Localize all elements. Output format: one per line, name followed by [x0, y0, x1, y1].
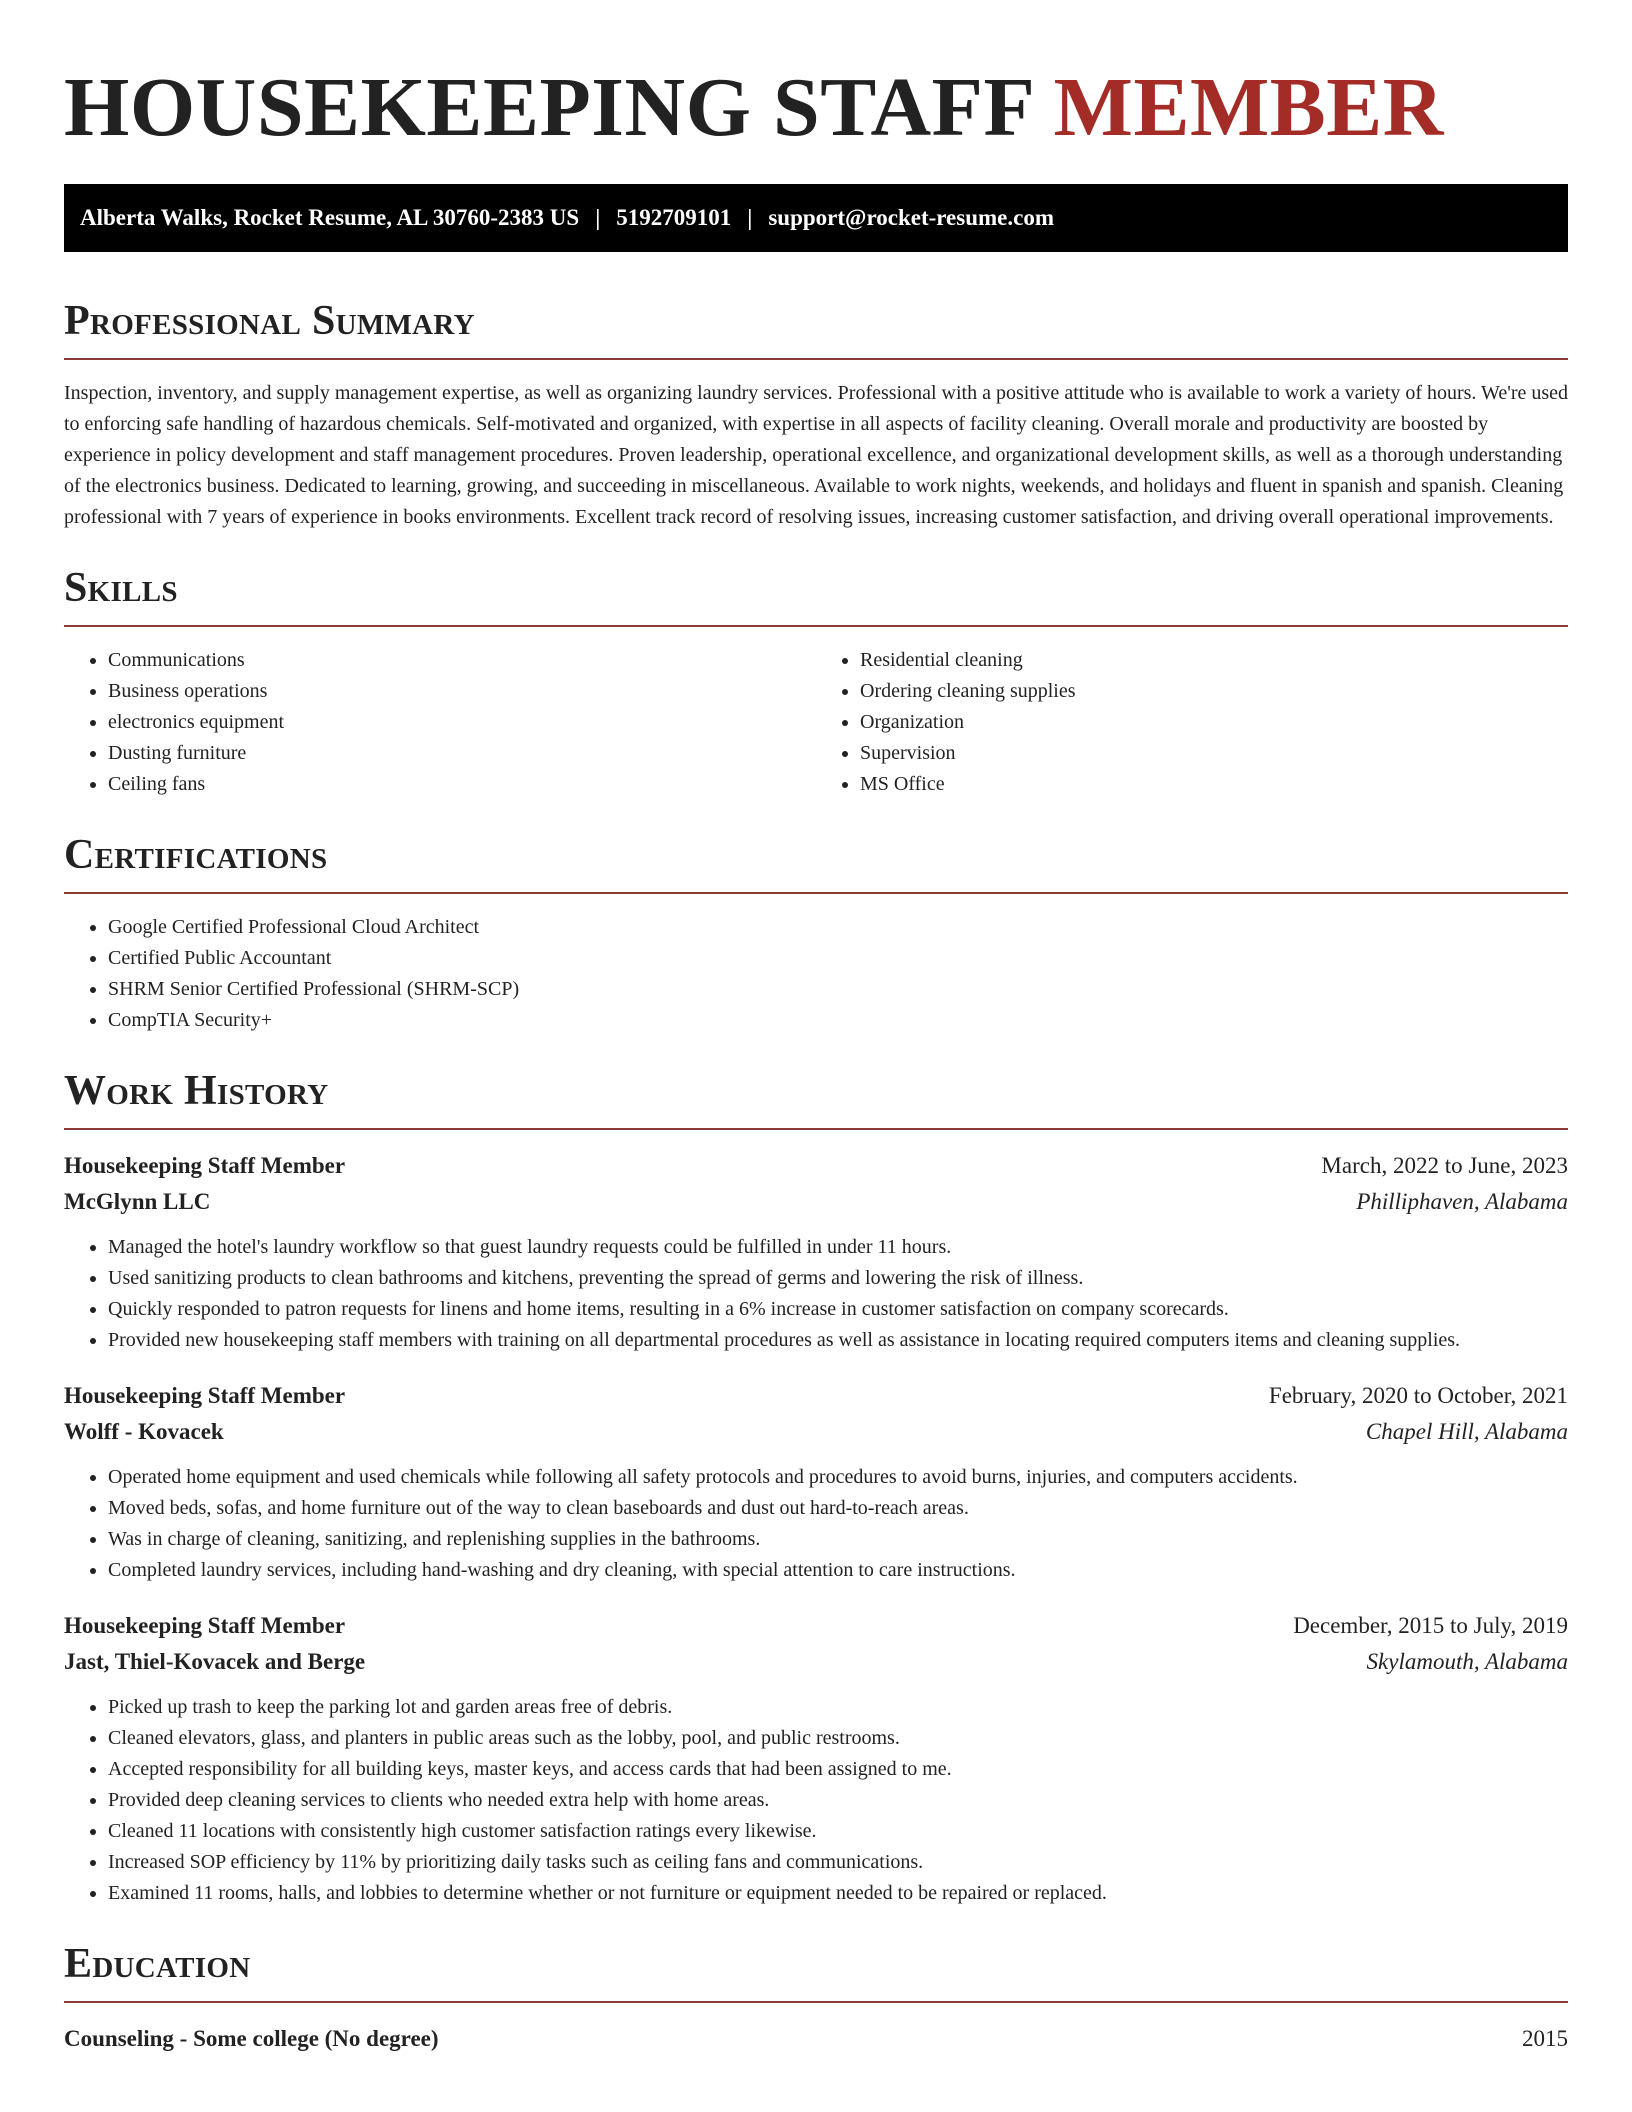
job-company-row	[64, 1184, 1568, 1220]
job-entry	[64, 1148, 1568, 1356]
section-divider	[64, 1128, 1568, 1130]
job-duties-list	[64, 1232, 1568, 1356]
section-heading: Skills	[64, 565, 178, 611]
certification-item: • Google Certified Professional Cloud Architect	[108, 912, 1568, 943]
job-duty-item: • Used sanitizing products to clean bathrooms and kitchens, preventing the spread of germs and lowering the risk of illness.	[108, 1263, 1568, 1294]
job-location: Chapel Hill, Alabama	[1365, 1419, 1568, 1444]
job-duty-item: • Cleaned 11 locations with consistently high customer satisfaction ratings every likewise.	[108, 1816, 1568, 1847]
education-entry	[64, 2021, 1568, 2057]
skill-item: • MS Office	[860, 769, 1568, 800]
job-dates: March, 2022 to June, 2023	[1321, 1153, 1568, 1178]
section-heading: Work History	[64, 1068, 329, 1114]
section-divider	[64, 625, 1568, 627]
job-dates: December, 2015 to July, 2019	[1293, 1613, 1568, 1638]
job-title: Housekeeping Staff Member	[64, 1383, 346, 1408]
skill-item: • Ordering cleaning supplies	[860, 676, 1568, 707]
certification-item: • CompTIA Security+	[108, 1005, 1568, 1036]
contact-address: Alberta Walks, Rocket Resume, AL 30760-2383 US	[80, 205, 580, 230]
job-duty-item: • Provided new housekeeping staff members with training on all departmental procedures as well as assistance in locating required computers items and cleaning supplies.	[108, 1325, 1568, 1356]
skill-item: • electronics equipment	[108, 707, 816, 738]
jobs-list	[64, 1148, 1568, 1909]
education-list	[64, 2021, 1568, 2057]
section-heading: Certifications	[64, 832, 328, 878]
job-header-row	[64, 1608, 1568, 1644]
company-name: Jast, Thiel-Kovacek and Berge	[64, 1649, 366, 1674]
job-duty-item: • Picked up trash to keep the parking lot and garden areas free of debris.	[108, 1692, 1568, 1723]
job-company-row	[64, 1414, 1568, 1450]
skills-grid	[64, 645, 1568, 800]
education-section	[64, 1943, 1568, 2057]
job-location: Skylamouth, Alabama	[1366, 1649, 1568, 1674]
section-divider	[64, 358, 1568, 360]
section-divider	[64, 2001, 1568, 2003]
job-dates: February, 2020 to October, 2021	[1268, 1383, 1568, 1408]
education-year: 2015	[1522, 2026, 1568, 2051]
contact-email: support@rocket-resume.com	[768, 205, 1054, 230]
skill-item: • Supervision	[860, 738, 1568, 769]
skill-item: • Residential cleaning	[860, 645, 1568, 676]
job-duty-item: • Provided deep cleaning services to clients who needed extra help with home areas.	[108, 1785, 1568, 1816]
title-job-name: HOUSEKEEPING STAFF	[64, 61, 1054, 154]
contact-separator: |	[747, 205, 753, 230]
job-company-row	[64, 1644, 1568, 1680]
job-duty-item: • Increased SOP efficiency by 11% by prioritizing daily tasks such as ceiling fans and communications.	[108, 1847, 1568, 1878]
section-heading: Education	[64, 1941, 251, 1987]
certifications-section	[64, 834, 1568, 1036]
job-duties-list	[64, 1692, 1568, 1909]
job-duty-item: • Moved beds, sofas, and home furniture out of the way to clean baseboards and dust out hard-to-reach areas.	[108, 1493, 1568, 1524]
job-location: Philliphaven, Alabama	[1356, 1189, 1568, 1214]
contact-separator: |	[595, 205, 601, 230]
skills-list-right	[816, 645, 1568, 800]
company-name: Wolff - Kovacek	[64, 1419, 224, 1444]
skill-item: • Communications	[108, 645, 816, 676]
resume-title	[64, 61, 1568, 154]
skill-item: • Business operations	[108, 676, 816, 707]
skill-item: • Organization	[860, 707, 1568, 738]
job-duty-item: • Cleaned elevators, glass, and planters in public areas such as the lobby, pool, and public restrooms.	[108, 1723, 1568, 1754]
certification-item: • Certified Public Accountant	[108, 943, 1568, 974]
company-name: McGlynn LLC	[64, 1189, 211, 1214]
job-title: Housekeeping Staff Member	[64, 1153, 346, 1178]
job-header-row	[64, 1378, 1568, 1414]
certifications-list	[64, 912, 1568, 1036]
summary-text: Inspection, inventory, and supply management expertise, as well as organizing laundry services. Professional with a positive attitude who is available to work a variety of hours. We're used to enforcing safe handling of hazardous chemicals. Self-motivated and organized, with expertise in all aspects of facility cleaning. Overall morale and productivity are boosted by experience in policy development and staff management procedures. Proven leadership, operational excellence, and organizational development skills, as well as a thorough understanding of the electronics business. Dedicated to learning, growing, and succeeding in miscellaneous. Available to work nights, weekends, and holidays and fluent in spanish and spanish. Cleaning professional with 7 years of experience in books environments. Excellent track record of resolving issues, increasing customer satisfaction, and driving overall operational improvements.	[64, 382, 1569, 528]
job-title: Housekeeping Staff Member	[64, 1613, 346, 1638]
job-duty-item: • Managed the hotel's laundry workflow so that guest laundry requests could be fulfilled in under 11 hours.	[108, 1232, 1568, 1263]
job-entry	[64, 1608, 1568, 1909]
section-heading: Professional Summary	[64, 298, 475, 344]
contact-phone: 5192709101	[616, 205, 732, 230]
job-duty-item: • Was in charge of cleaning, sanitizing, and replenishing supplies in the bathrooms.	[108, 1524, 1568, 1555]
section-divider	[64, 892, 1568, 894]
job-duty-item: • Examined 11 rooms, halls, and lobbies to determine whether or not furniture or equipment needed to be repaired or replaced.	[108, 1878, 1568, 1909]
title-accent-word: MEMBER	[1053, 61, 1444, 154]
skills-list-left	[64, 645, 816, 800]
skill-item: • Dusting furniture	[108, 738, 816, 769]
certification-item: • SHRM Senior Certified Professional (SHRM-SCP)	[108, 974, 1568, 1005]
job-entry	[64, 1378, 1568, 1586]
job-duty-item: • Quickly responded to patron requests for linens and home items, resulting in a 6% increase in customer satisfaction on company scorecards.	[108, 1294, 1568, 1325]
skills-section	[64, 567, 1568, 800]
job-duty-item: • Accepted responsibility for all building keys, master keys, and access cards that had been assigned to me.	[108, 1754, 1568, 1785]
professional-summary-section	[64, 300, 1568, 533]
skill-item: • Ceiling fans	[108, 769, 816, 800]
job-duties-list	[64, 1462, 1568, 1586]
contact-bar	[64, 184, 1568, 252]
job-duty-item: • Completed laundry services, including hand-washing and dry cleaning, with special attention to care instructions.	[108, 1555, 1568, 1586]
job-header-row	[64, 1148, 1568, 1184]
work-history-section	[64, 1070, 1568, 1909]
job-duty-item: • Operated home equipment and used chemicals while following all safety protocols and procedures to avoid burns, injuries, and computers accidents.	[108, 1462, 1568, 1493]
degree-name: Counseling - Some college (No degree)	[64, 2026, 439, 2051]
